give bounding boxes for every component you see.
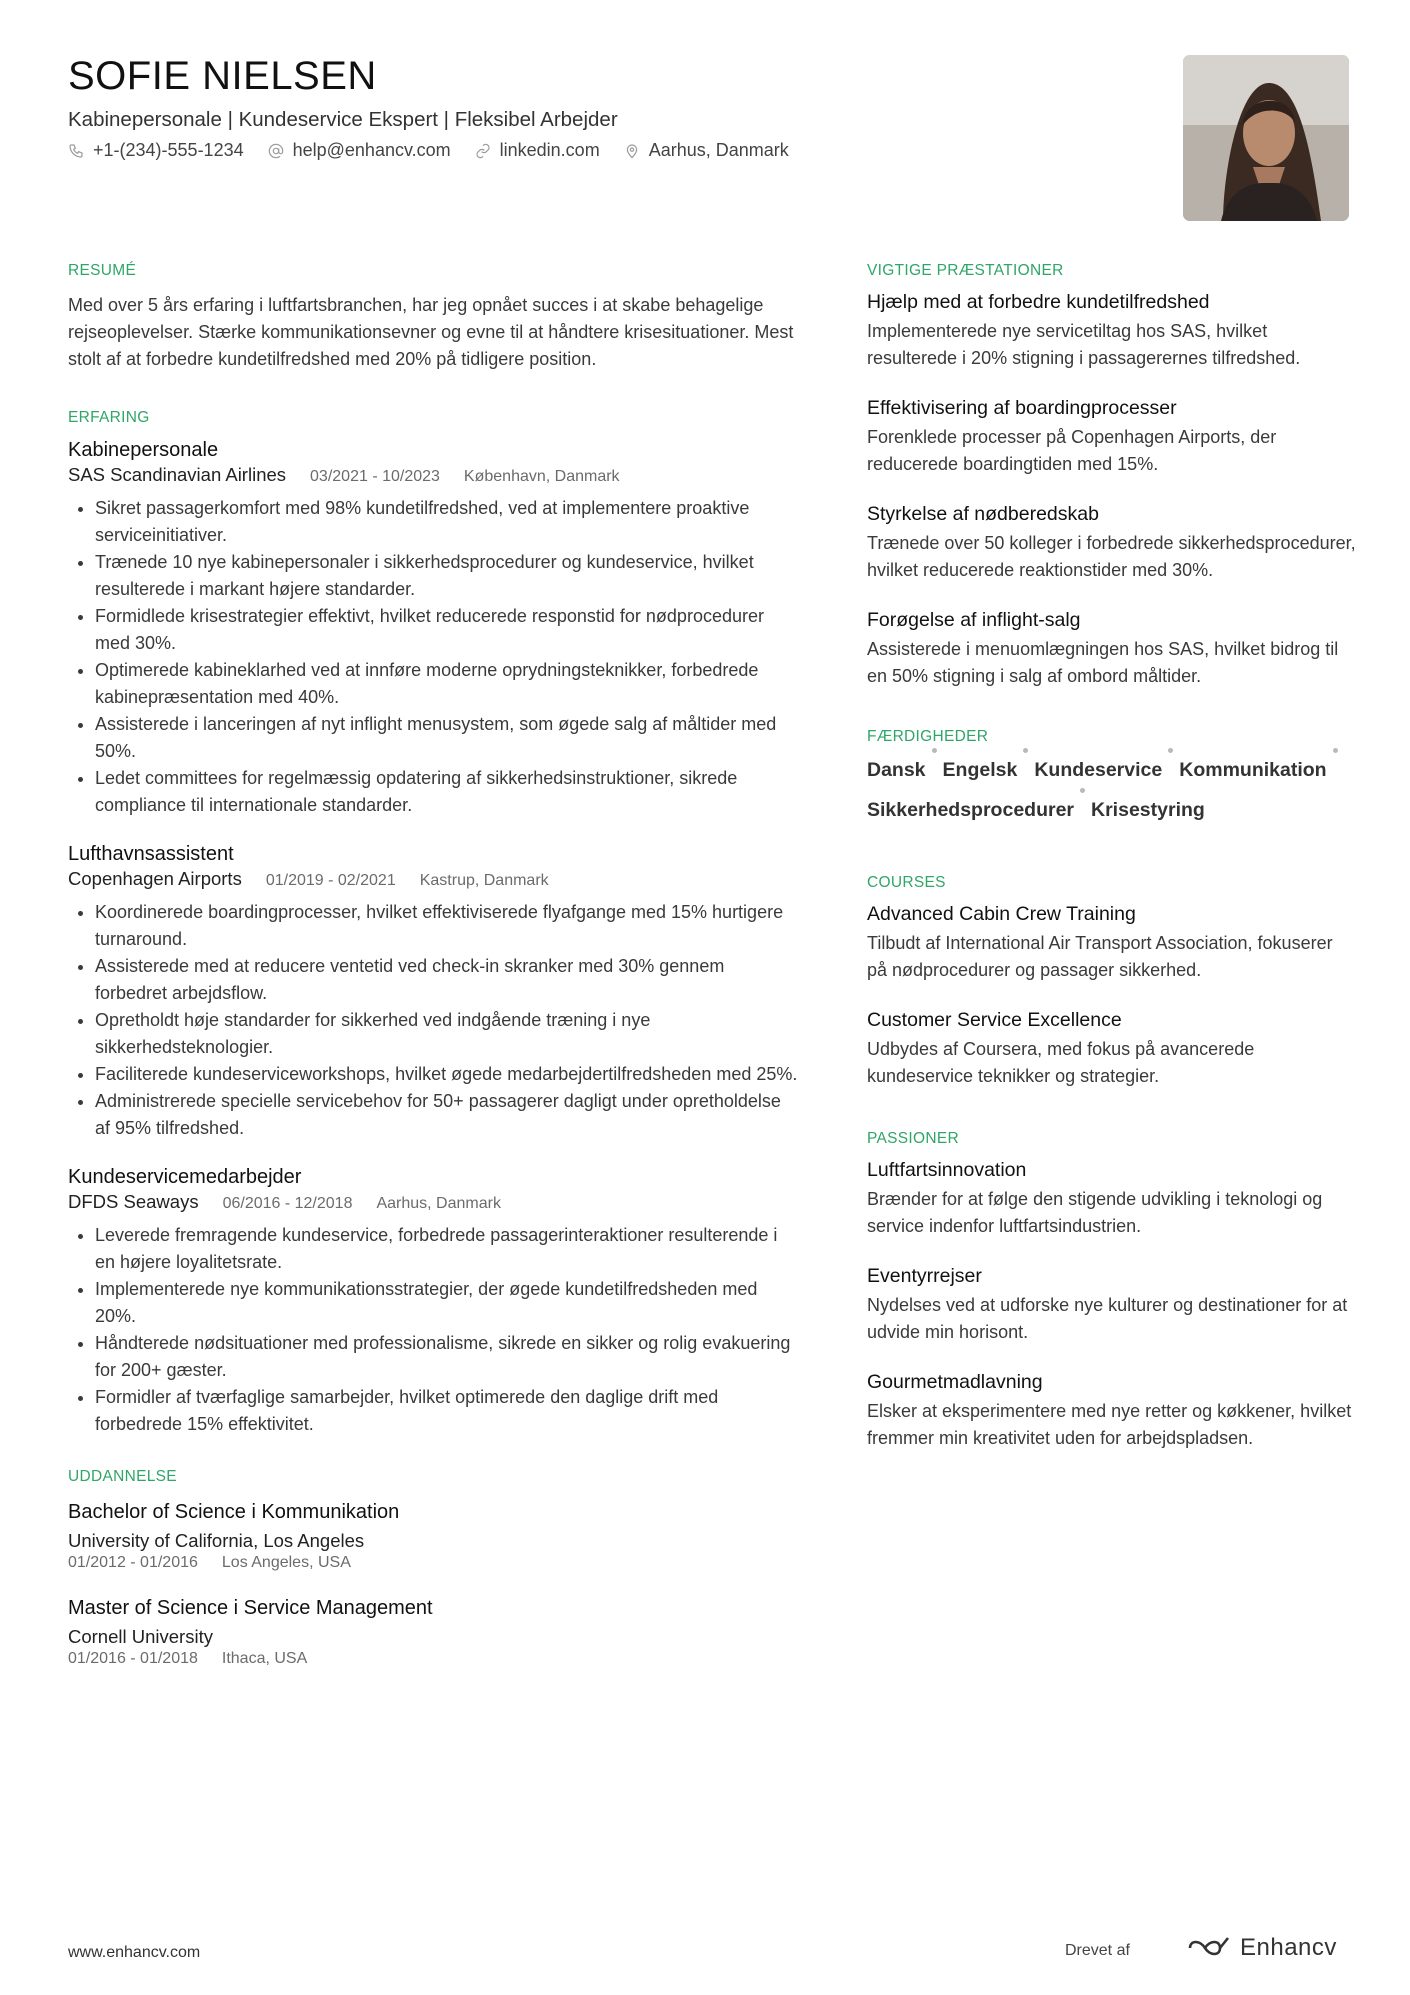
achievement-item [867,606,1357,690]
courses-heading: COURSES [867,874,946,891]
email-text[interactable]: help@enhancv.com [292,140,451,160]
achievement-title: Hjælp med at forbedre kundetilfredshed [867,291,1210,313]
skill-tag: Krisestyring [1091,799,1205,821]
separator-dot [1023,748,1028,753]
skill-tag: Dansk [867,759,926,781]
job-title: Lufthavnsassistent [68,843,234,865]
link-icon [475,143,491,159]
job-location: Aarhus, Danmark [376,1195,501,1212]
job-title: Kabinepersonale [68,439,219,461]
job-bullet: • Faciliterede kundeserviceworkshops, hvilket øgede medarbejdertilfredsheden med 25%. [95,1061,798,1088]
job-entry [68,1164,798,1438]
courses-section [867,874,1357,1090]
job-bullet: • Trænede 10 nye kabinepersonaler i sikkerhedsprocedurer og kundeservice, hvilket resulterede i markant højere standarder. [95,549,798,603]
job-meta [68,867,798,893]
contact-bar [68,140,813,161]
education-degree: Bachelor of Science i Kommunikation [68,1501,400,1523]
job-dates: 03/2021 - 10/2023 [310,468,440,485]
education-school: Cornell University [68,1626,213,1647]
education-entry [68,1594,798,1670]
job-meta [68,1190,798,1216]
achievement-title: Effektivisering af boardingprocesser [867,397,1177,419]
skill-tag: Sikkerhedsprocedurer [867,799,1075,821]
job-meta [68,463,798,489]
job-bullet: • Leverede fremragende kundeservice, forbedrede passagerinteraktioner resulterende i en højere loyalitetsrate. [95,1222,798,1276]
education-heading: UDDANNELSE [68,1468,177,1485]
separator-dot [1080,788,1085,793]
passion-item [867,1262,1357,1346]
course-item [867,900,1357,984]
education-section [68,1468,798,1670]
job-location: Kastrup, Danmark [419,872,549,889]
achievement-title: Styrkelse af nødberedskab [867,503,1099,525]
skills-heading: FÆRDIGHEDER [867,728,989,745]
job-dates: 06/2016 - 12/2018 [222,1195,353,1212]
education-dates: 01/2016 - 01/2018 [68,1650,198,1667]
job-bullets [68,899,798,1142]
passion-title: Eventyrrejser [867,1265,982,1287]
summary-heading: RESUMÉ [68,262,137,279]
education-location: Ithaca, USA [221,1650,308,1667]
at-icon [268,143,284,159]
job-bullet: • Administrerede specielle servicebehov for 50+ passagerer dagligt under opretholdelse af 95% tilfredshed. [95,1088,798,1142]
job-entry [68,437,798,819]
education-meta [68,1552,798,1574]
passion-title: Luftfartsinnovation [867,1159,1027,1181]
passion-title: Gourmetmadlavning [867,1371,1043,1393]
contact-phone [68,140,244,161]
achievement-title: Forøgelse af inflight-salg [867,609,1081,631]
education-entry [68,1498,798,1574]
separator-dot [932,748,937,753]
separator-dot [1168,748,1173,753]
contact-linkedin[interactable] [475,140,600,161]
job-bullet: • Optimerede kabineklarhed ved at innføre moderne oprydningsteknikker, forbedrede kabinepræsentation med 40%. [95,657,798,711]
job-bullet: • Opretholdt høje standarder for sikkerhed ved indgående træning i nye sikkerhedsteknologier. [95,1007,798,1061]
job-location: København, Danmark [463,468,620,485]
location-pin-icon [624,143,640,159]
passion-desc: Elsker at eksperimentere med nye retter og køkkener, hvilket fremmer min kreativitet uden for arbejdspladsen. [867,1401,1352,1448]
achievement-desc: Forenklede processer på Copenhagen Airports, der reducerede boardingtiden med 15%. [867,427,1277,474]
job-bullets [68,495,798,819]
skills-section [867,728,1357,830]
left-column [68,262,798,1706]
education-degree: Master of Science i Service Management [68,1597,433,1619]
job-bullet: • Sikret passagerkomfort med 98% kundetilfredshed, ved at implementere proaktive serviceinitiativer. [95,495,798,549]
location-text: Aarhus, Danmark [648,140,789,160]
right-column [867,262,1357,1488]
achievement-item [867,394,1357,478]
passions-heading: PASSIONER [867,1130,959,1147]
job-bullet: • Formidler af tværfaglige samarbejder, hvilket optimerede den daglige drift med forbedrede 15% effektivitet. [95,1384,798,1438]
contact-email[interactable] [268,140,451,161]
job-dates: 01/2019 - 02/2021 [265,872,396,889]
achievements-heading: VIGTIGE PRÆSTATIONER [867,262,1064,279]
job-bullet: • Assisterede i lanceringen af nyt inflight menusystem, som øgede salg af måltider med 50%. [95,711,798,765]
education-dates: 01/2012 - 01/2016 [68,1554,198,1571]
passion-desc: Brænder for at følge den stigende udvikling i teknologi og service indenfor luftfartsindustrien. [867,1189,1323,1236]
course-item [867,1006,1357,1090]
job-bullet: • Håndterede nødsituationer med professionalisme, sikrede en sikker og rolig evakuering for 200+ gæster. [95,1330,798,1384]
job-bullet: • Koordinerede boardingprocesser, hvilket effektiviserede flyafgange med 15% hurtigere turnaround. [95,899,798,953]
achievement-item [867,288,1357,372]
linkedin-text[interactable]: linkedin.com [499,140,600,160]
job-company: DFDS Seaways [68,1191,199,1212]
phone-text: +1-(234)-555-1234 [93,140,244,160]
summary-section [68,262,798,373]
brand-logo[interactable] [1186,1934,1337,1962]
footer-powered-by: Drevet af [1065,1942,1130,1959]
skill-tag: Kundeservice [1034,759,1163,781]
candidate-name: SOFIE NIELSEN [68,54,377,98]
enhancv-logo-icon [1186,1934,1232,1962]
job-entry [68,841,798,1142]
job-bullet: • Implementerede nye kommunikationsstrategier, der øgede kundetilfredsheden med 20%. [95,1276,798,1330]
job-company: SAS Scandinavian Airlines [68,464,287,485]
job-company: Copenhagen Airports [68,868,242,889]
experience-section [68,409,798,1438]
brand-name: Enhancv [1240,1934,1337,1961]
achievement-desc: Trænede over 50 kolleger i forbedrede sikkerhedsprocedurer, hvilket reducerede reaktionstider med 30%. [867,533,1356,580]
job-title: Kundeservicemedarbejder [68,1166,302,1188]
job-bullet: • Ledet committees for regelmæssig opdatering af sikkerhedsinstruktioner, sikrede compliance til internationale standarder. [95,765,798,819]
course-desc: Tilbudt af International Air Transport Association, fokuserer på nødprocedurer og passager sikkerhed. [867,933,1333,980]
portrait-image [1183,55,1349,221]
passion-item [867,1156,1357,1240]
achievement-desc: Implementerede nye servicetiltag hos SAS, hvilket resulterede i 20% stigning i passagerernes tilfredshed. [867,321,1301,368]
summary-text: Med over 5 års erfaring i luftfartsbranchen, har jeg opnået succes i at skabe behagelige rejseoplevelser. Stærke kommunikationsevner og evne til at håndtere krisesituationer. Mest stolt af at forbedre kundetilfredshed med 20% på tidligere position. [68,295,794,369]
footer-url[interactable]: www.enhancv.com [68,1944,201,1961]
achievement-item [867,500,1357,584]
headline: Kabinepersonale | Kundeservice Ekspert | Fleksibel Arbejder [68,108,618,131]
course-title: Customer Service Excellence [867,1009,1122,1031]
education-location: Los Angeles, USA [221,1554,351,1571]
skill-tag: Kommunikation [1179,759,1327,781]
achievements-section [867,262,1357,690]
skills-list [867,750,1357,830]
contact-location [624,140,789,161]
education-school: University of California, Los Angeles [68,1530,365,1551]
achievement-desc: Assisterede i menuomlægningen hos SAS, hvilket bidrog til en 50% stigning i salg af ombord måltider. [867,639,1339,686]
phone-icon [68,143,84,159]
separator-dot [1333,748,1338,753]
profile-photo [1183,55,1349,221]
job-bullet: • Assisterede med at reducere ventetid ved check-in skranker med 30% gennem forbedret arbejdsflow. [95,953,798,1007]
job-bullets [68,1222,798,1438]
education-meta [68,1648,798,1670]
passion-item [867,1368,1357,1452]
skill-tag: Engelsk [942,759,1018,781]
experience-heading: ERFARING [68,409,150,426]
course-title: Advanced Cabin Crew Training [867,903,1136,925]
job-bullet: • Formidlede krisestrategier effektivt, hvilket reducerede responstid for nødprocedurer med 30%. [95,603,798,657]
course-desc: Udbydes af Coursera, med fokus på avancerede kundeservice teknikker og strategier. [867,1039,1255,1086]
passion-desc: Nydelses ved at udforske nye kulturer og destinationer for at udvide min horisont. [867,1295,1348,1342]
passions-section [867,1130,1357,1452]
